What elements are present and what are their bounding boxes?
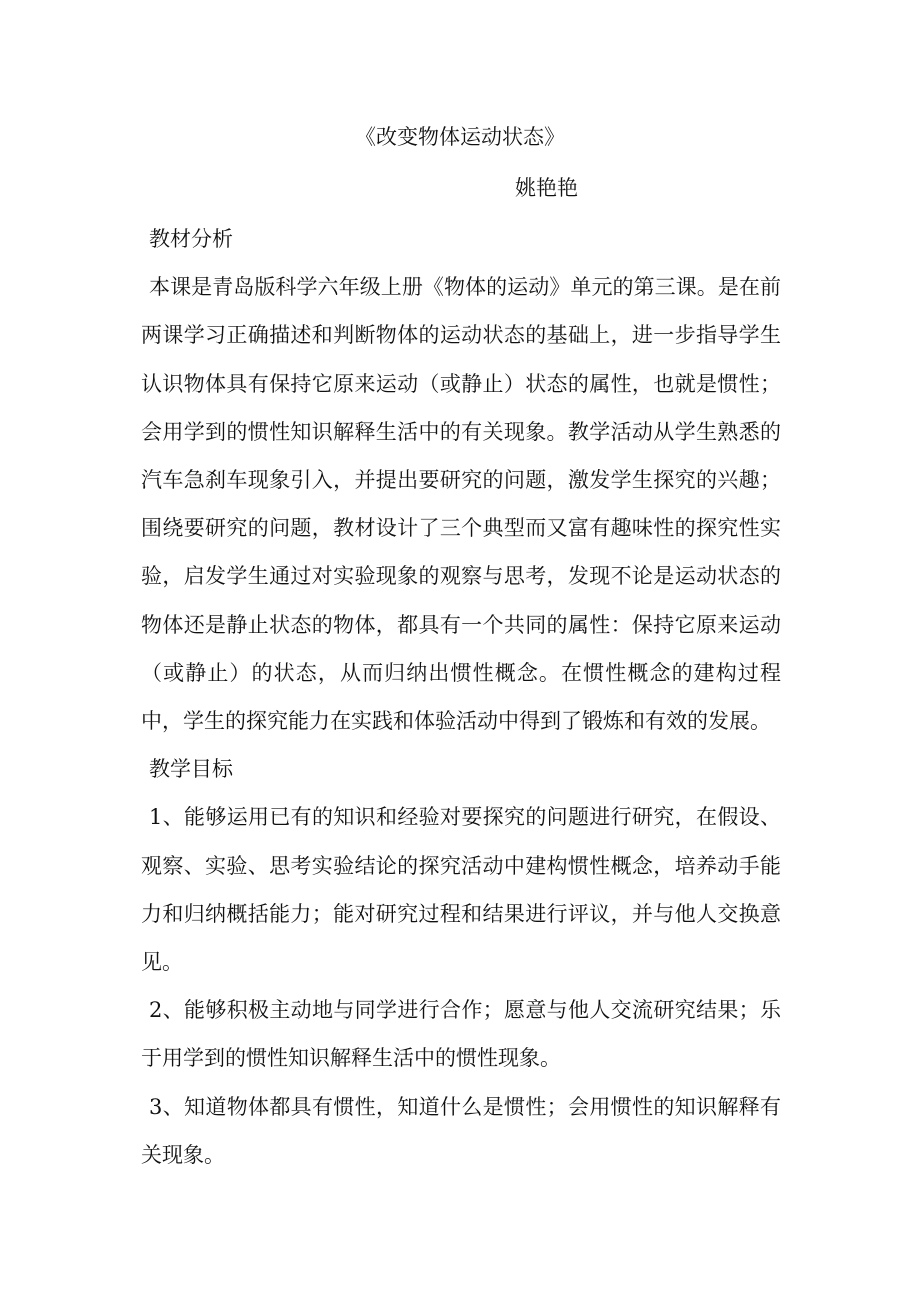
analysis-paragraph: 本课是青岛版科学六年级上册《物体的运动》单元的第三课。是在前两课学习正确描述和判断物体的运动状态的基础上，进一步指导学生认识物体具有保持它原来运动（或静止）状态的属性，也就是惯性；会用学到的惯性知识解释生活中的有关现象。教学活动从学生熟悉的汽车急刹车现象引入，并提出要研究的问题，激发学生探究的兴趣；围绕要研究的问题，教材设计了三个典型而又富有趣味性的探究性实验，启发学生通过对实验现象的观察与思考，发现不论是运动状态的物体还是静止状态的物体，都具有一个共同的属性：保持它原来运动（或静止）的状态，从而归纳出惯性概念。在惯性概念的建构过程中，学生的探究能力在实践和体验活动中得到了锻炼和有效的发展。 — [141, 275, 781, 734]
document-body — [141, 215, 781, 1179]
objective-item-1: 1、能够运用已有的知识和经验对要探究的问题进行研究，在假设、观察、实验、思考实验结论的探究活动中建构惯性概念，培养动手能力和归纳概括能力；能对研究过程和结果进行评议，并与他人交换意见。 — [141, 805, 781, 975]
author-name: 姚艳艳 — [515, 176, 578, 200]
document-title: 《改变物体运动状态》 — [355, 125, 565, 149]
section-heading-analysis: 教材分析 — [149, 227, 233, 251]
objective-item-3: 3、知道物体都具有惯性，知道什么是惯性；会用惯性的知识解释有关现象。 — [141, 1094, 781, 1167]
section-heading-objectives: 教学目标 — [149, 757, 233, 782]
objective-item-2: 2、能够积极主动地与同学进行合作；愿意与他人交流研究结果；乐于用学到的惯性知识解释生活中的惯性现象。 — [141, 998, 781, 1071]
